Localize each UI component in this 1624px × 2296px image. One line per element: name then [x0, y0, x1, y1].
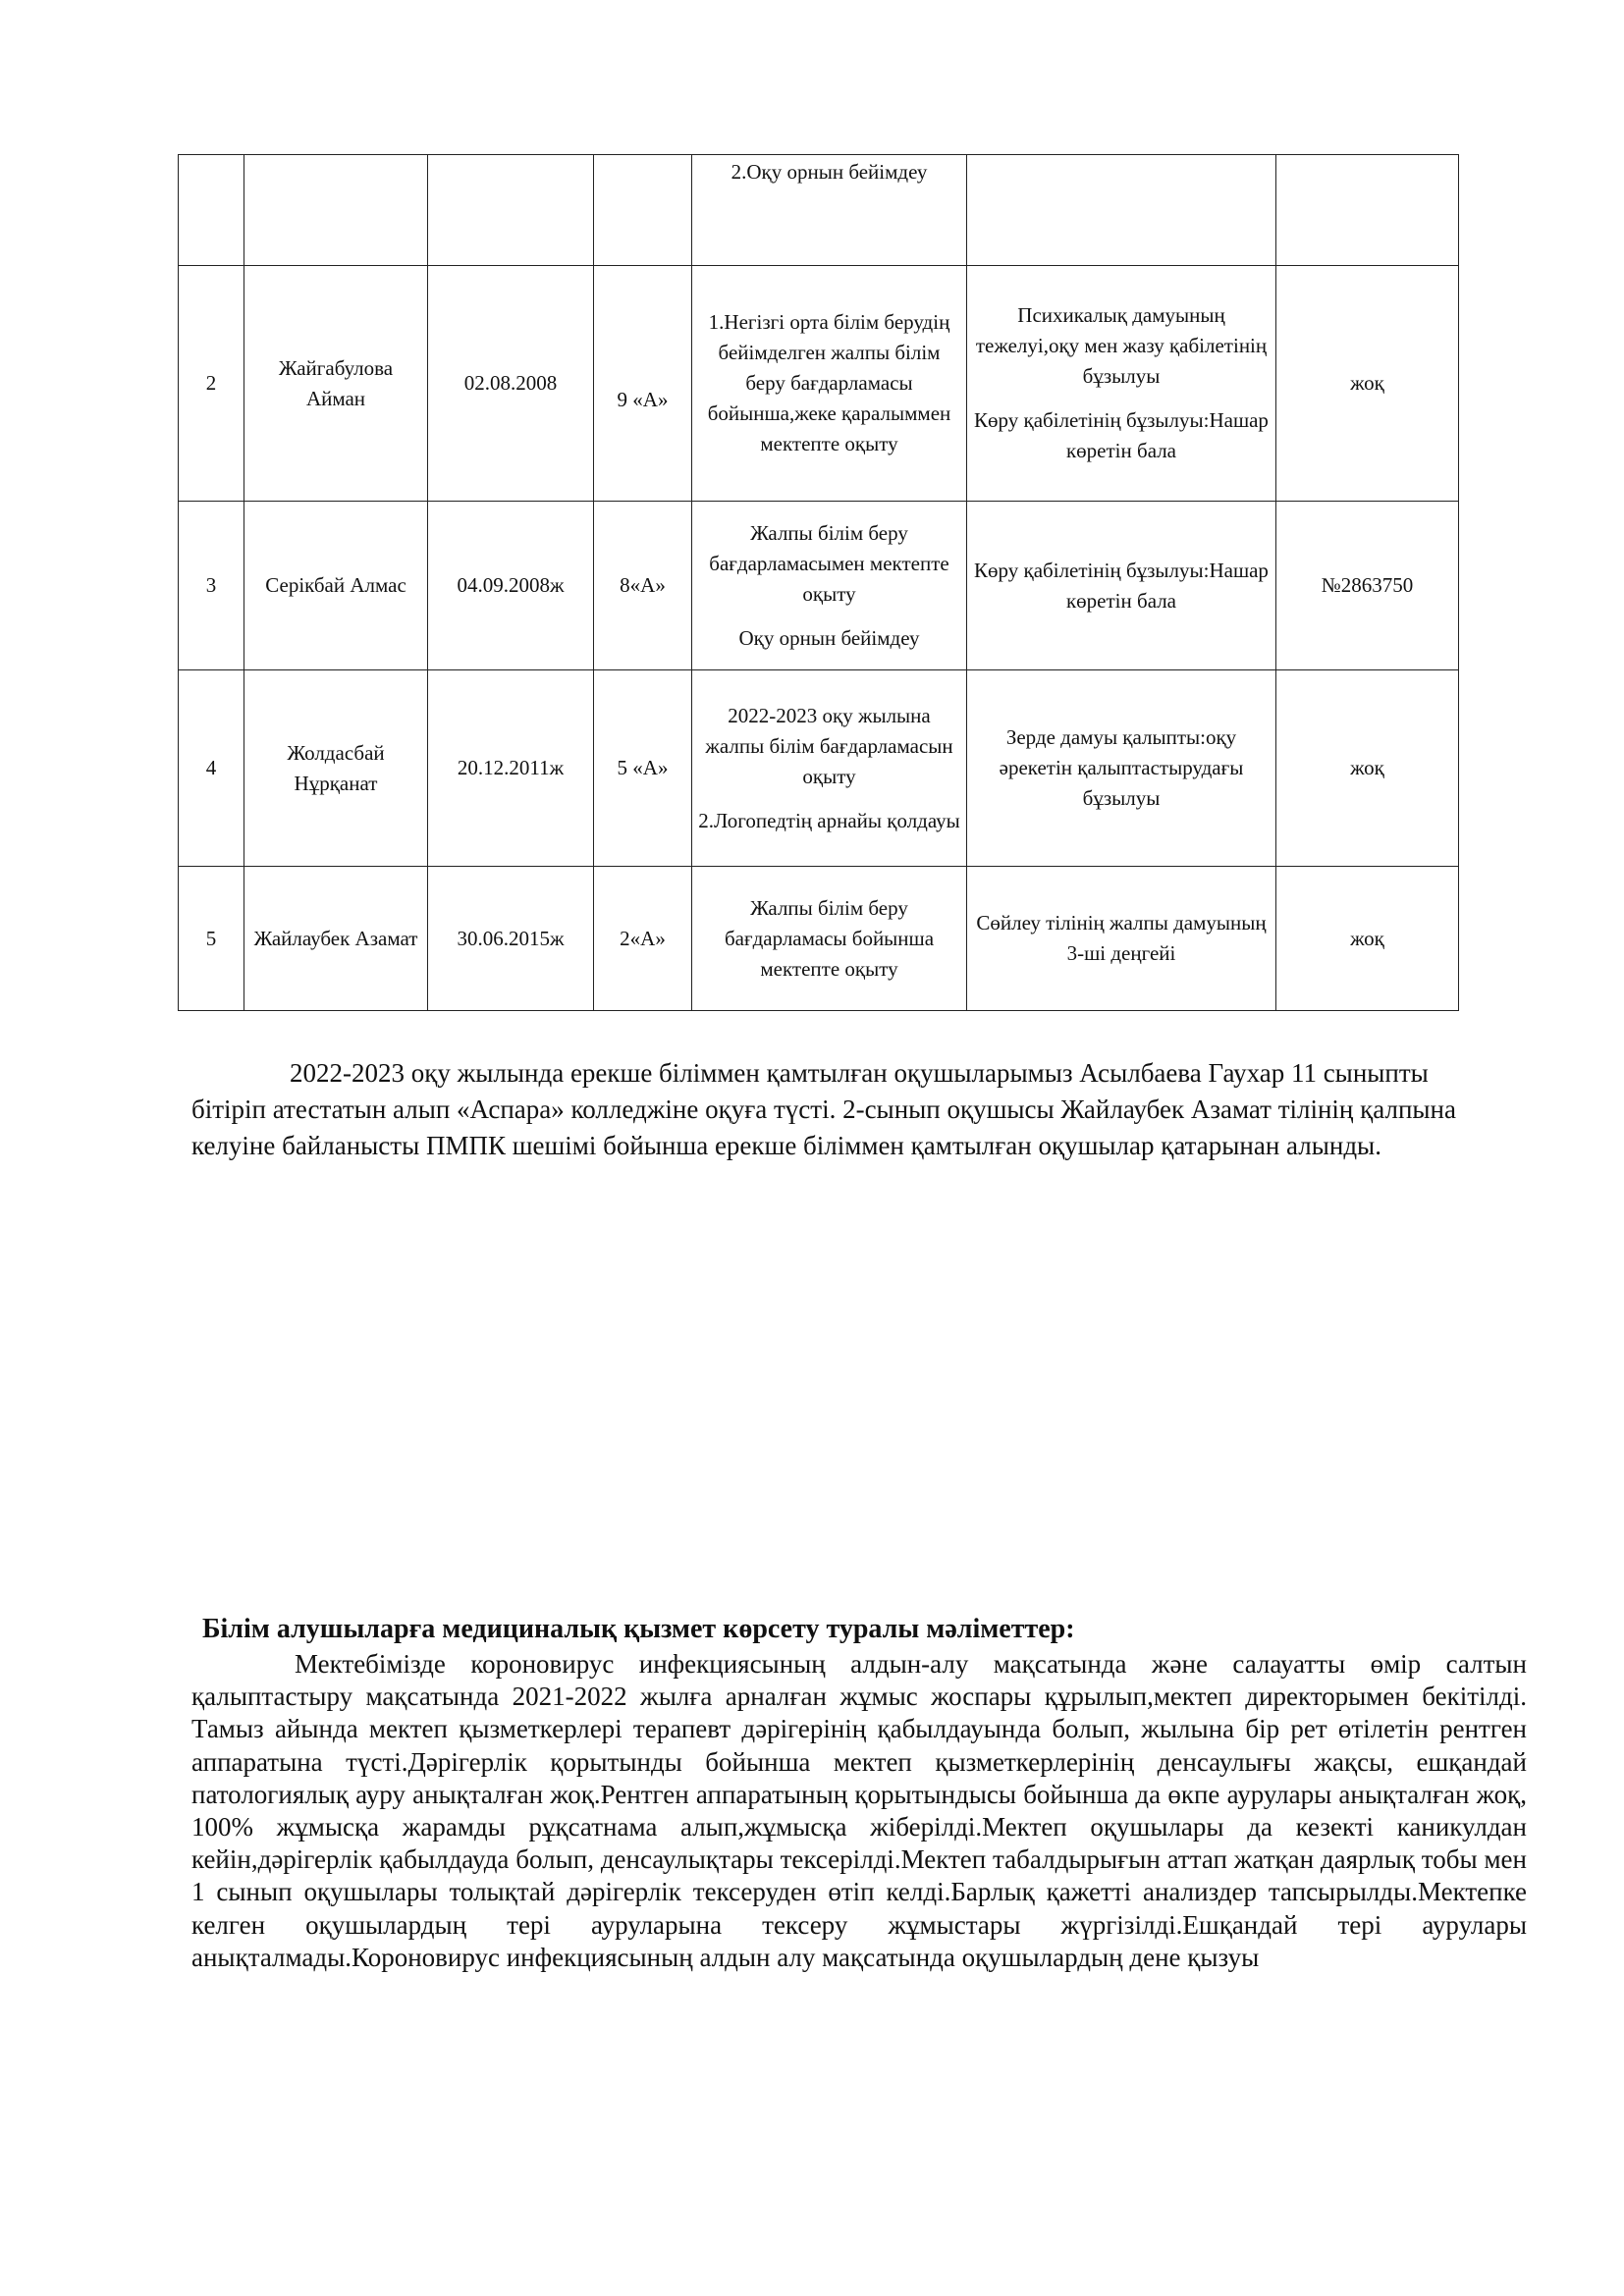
diagnosis-text: Сөйлеу тілінің жалпы дамуының 3-ші деңгейі [976, 911, 1267, 965]
cell-num: 2 [179, 266, 244, 502]
cell-diagnosis [967, 155, 1276, 266]
program-text: 2.Оқу орнын бейімдеу [731, 160, 928, 184]
cell-diagnosis [967, 670, 1276, 867]
program-text: Оқу орнын бейімдеу [738, 625, 920, 650]
diagnosis-text: Психикалық дамуының тежелуі,оқу мен жазу қабілетінің бұзылуы [975, 303, 1268, 388]
students-table [178, 154, 1459, 1011]
cell-certificate [1276, 155, 1459, 266]
cell-certificate: жоқ [1276, 266, 1459, 502]
cell-name: Серікбай Алмас [244, 502, 428, 670]
diagnosis-text: Көру қабілетінің бұзылуы:Нашар көретін бала [974, 408, 1269, 462]
table-row [179, 155, 1459, 266]
cell-certificate: жоқ [1276, 670, 1459, 867]
cell-certificate: №2863750 [1276, 502, 1459, 670]
cell-dob: 04.09.2008ж [428, 502, 594, 670]
cell-class: 2«А» [594, 867, 692, 1011]
paragraph-medical [191, 1648, 1527, 1974]
cell-diagnosis [967, 867, 1276, 1011]
table-row [179, 266, 1459, 502]
program-text: Жалпы білім беру бағдарламасымен мектепте оқыту [709, 520, 949, 606]
cell-program [692, 867, 967, 1011]
cell-name: Жайгабулова Айман [244, 266, 428, 502]
cell-diagnosis [967, 266, 1276, 502]
cell-dob: 30.06.2015ж [428, 867, 594, 1011]
cell-class: 8«А» [594, 502, 692, 670]
cell-program [692, 502, 967, 670]
cell-num: 3 [179, 502, 244, 670]
paragraph-text: 2022-2023 оқу жылында ерекше біліммен қамтылған оқушыларымыз Асылбаева Гаухар 11 сыныпты бітіріп атестатын алып «Аспара» колледжіне оқуға түсті. 2-сынып оқушысы Жайлаубек Азамат тілінің қалпына келуіне байланысты ПМПК шешімі бойынша ерекше біліммен қамтылған оқушылар қатарынан алынды. [191, 1058, 1456, 1160]
cell-program [692, 266, 967, 502]
section-heading: Білім алушыларға медициналық қызмет көрсету туралы мәліметтер: [202, 1614, 1075, 1644]
cell-diagnosis [967, 502, 1276, 670]
cell-dob: 02.08.2008 [428, 266, 594, 502]
table-row [179, 867, 1459, 1011]
program-text: 1.Негізгі орта білім берудің бейімделген жалпы білім беру бағдарламасы бойынша,жеке қаралыммен мектепте оқыту [707, 310, 951, 455]
cell-num: 4 [179, 670, 244, 867]
paragraph-text: Мектебімізде короновирус инфекциясының алдын-алу мақсатында және салауатты өмір салтын қалыптастыру мақсатында 2021-2022 жылға арналған жұмыс жоспары құрылып,мектеп директорымен бекітілді. Тамыз айында мектеп қызметкерлері терапевт дәрігерінің қабылдауында болып, жылына бір рет өтілетін рентген аппаратына түсті.Дәрігерлік қорытынды бойынша мектеп қызметкерлерінің денсаулығы жақсы, ешқандай патологиялық ауру анықталған жоқ.Рентген аппаратының қорытындысы бойынша да өкпе аурулары анықталған жоқ, 100% жұмысқа жарамды рұқсатнама алып,жұмысқа жіберілді.Мектеп оқушылары да кезекті каникулдан кейін,дәрігерлік қабылдауда болып, денсаулықтары тексерілді.Мектеп табалдырығын аттап жатқан даярлық тобы мен 1 сынып оқушылары толықтай дәрігерлік тексеруден өтіп келді.Барлық қажетті анализдер тапсырылды.Мектепке келген оқушылардың тері ауруларына тексеру жұмыстары жүргізілді.Ешқандай тері аурулары анықталмады.Короновирус инфекциясының алдын алу мақсатында оқушылардың дене қызуы [191, 1649, 1527, 1972]
cell-class: 9 «А» [594, 266, 692, 502]
cell-certificate: жоқ [1276, 867, 1459, 1011]
table-row [179, 670, 1459, 867]
program-text: Жалпы білім беру бағдарламасы бойынша мектепте оқыту [724, 895, 935, 981]
cell-program [692, 155, 967, 266]
cell-name: Жолдасбай Нұрқанат [244, 670, 428, 867]
cell-class [594, 155, 692, 266]
diagnosis-text: Зерде дамуы қалыпты:оқу әрекетін қалыптастырудағы бұзылуы [999, 725, 1244, 810]
diagnosis-text: Көру қабілетінің бұзылуы:Нашар көретін бала [974, 558, 1269, 613]
table-row [179, 502, 1459, 670]
cell-dob: 20.12.2011ж [428, 670, 594, 867]
cell-name [244, 155, 428, 266]
program-text: 2022-2023 оқу жылына жалпы білім бағдарламасын оқыту [705, 703, 953, 788]
cell-name: Жайлаубек Азамат [244, 867, 428, 1011]
cell-num [179, 155, 244, 266]
cell-program [692, 670, 967, 867]
cell-class: 5 «А» [594, 670, 692, 867]
cell-dob [428, 155, 594, 266]
cell-num: 5 [179, 867, 244, 1011]
paragraph-graduates [191, 1055, 1468, 1164]
program-text: 2.Логопедтің арнайы қолдауы [698, 808, 960, 832]
